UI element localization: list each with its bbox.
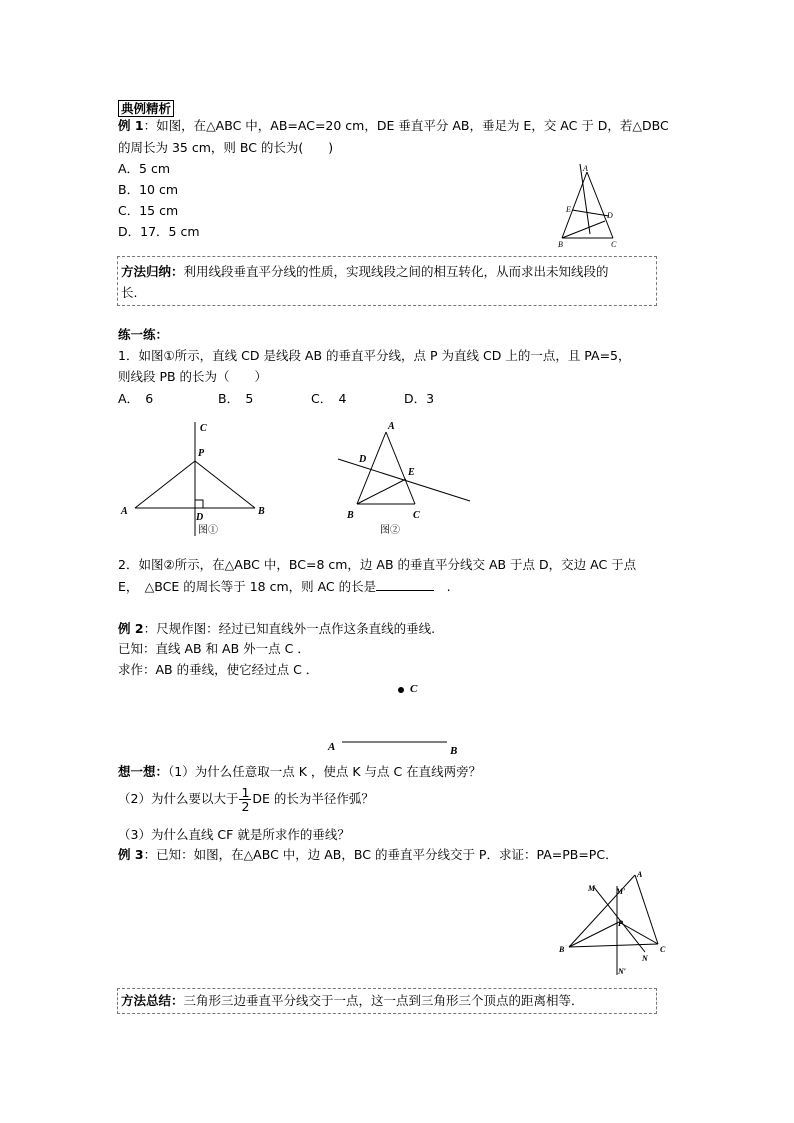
fig1-label-c: C — [611, 240, 617, 249]
think-q1-line — [118, 763, 481, 781]
fig-b-label-b: B — [347, 510, 354, 521]
method1-line2: 长. — [121, 285, 138, 300]
example1-line2: 的周长为 35 cm，则 BC 的长为( ) — [118, 140, 334, 155]
fig-d-label-b: B — [559, 945, 565, 954]
think-q1: （1）为什么任意取一点 K ，使点 K 与点 C 在直线两旁？ — [168, 764, 482, 779]
fig-b-label-c: C — [413, 510, 420, 521]
fig-a-label-p: P — [198, 448, 205, 459]
think-q2-pre: （2）为什么要以大于 — [118, 791, 239, 806]
section-heading: 典例精析 — [118, 98, 174, 117]
option-a: A．5 cm — [118, 161, 171, 176]
example2-text: ：尺规作图：经过已知直线外一点作这条直线的垂线. — [143, 621, 436, 636]
fig-b-caption: 图② — [380, 525, 400, 536]
fraction-numerator: 1 — [241, 785, 250, 800]
fig-d-label-n: N — [642, 954, 648, 963]
method1-line1 — [121, 263, 609, 281]
think-q2-post: DE 的长为半径作弧？ — [252, 791, 374, 806]
fig-c-label-a: A — [328, 741, 336, 753]
fig-a-label-d: D — [196, 512, 204, 523]
practice-q2-end: . — [434, 579, 451, 594]
example2-line — [118, 620, 435, 638]
example2-given: 已知：直线 AB 和 AB 外一点 C ． — [118, 641, 310, 656]
fig-b-label-d: D — [359, 454, 367, 465]
think-q3: （3）为什么直线 CF 就是所求作的垂线？ — [118, 827, 350, 842]
practice-q1-line2: 则线段 PB 的长为（ ） — [118, 369, 268, 384]
answer-blank[interactable] — [376, 578, 434, 591]
example3-line — [118, 846, 618, 864]
method2-line — [121, 992, 584, 1010]
example1-figure — [550, 160, 630, 250]
practice-title: 练一练： — [118, 327, 169, 342]
example1-text: ：如图，在△ABC 中，AB=AC=20 cm，DE 垂直平分 AB，垂足为 E，交 AC 于 D，若△DBC — [143, 118, 669, 133]
option-d: D．17．5 cm — [118, 224, 200, 239]
method1-label: 方法归纳： — [121, 264, 184, 279]
method2-label: 方法总结： — [121, 993, 184, 1008]
fig-d-label-a: A — [637, 870, 643, 879]
fig-d-label-c: C — [660, 945, 666, 954]
practice-q1-option-c: C． 4 — [311, 391, 347, 406]
example3-text: ：已知：如图，在△ABC 中，边 AB，BC 的垂直平分线交于 P．求证：PA=PB=PC． — [143, 847, 618, 862]
fig-d-label-n-prime: N′ — [618, 967, 627, 976]
practice-q1-option-d: D．3 — [404, 391, 435, 406]
fig1-label-e: E — [566, 205, 571, 214]
fig-d-label-p: P — [618, 919, 623, 928]
practice-figure-2 — [330, 418, 475, 538]
fig-b-label-a: A — [388, 421, 395, 432]
fraction-one-half — [239, 786, 251, 813]
option-b: B．10 cm — [118, 182, 179, 197]
fig-c-label-c: C — [410, 683, 418, 695]
fig-a-label-b: B — [258, 506, 265, 517]
fig-d-label-m-prime: M′ — [616, 887, 626, 896]
fig-a-label-a: A — [121, 506, 128, 517]
fig1-label-d: D — [607, 211, 613, 220]
fig1-label-a: A — [583, 164, 588, 173]
practice-q1-line1: 1．如图①所示，直线 CD 是线段 AB 的垂直平分线，点 P 为直线 CD 上的一点，且 PA=5， — [118, 348, 631, 363]
example2-label: 例 2 — [118, 621, 144, 636]
example1-label: 例 1 — [118, 118, 144, 133]
example2-find: 求作：AB 的垂线，使它经过点 C ． — [118, 662, 319, 677]
example1-line1 — [118, 117, 669, 135]
practice-q2-line2 — [118, 578, 451, 596]
fig-d-label-m: M — [588, 884, 596, 893]
practice-q1-option-b: B． 5 — [218, 391, 254, 406]
fraction-denominator: 2 — [241, 799, 250, 814]
practice-q1-option-a: A． 6 — [118, 391, 154, 406]
think-label: 想一想： — [118, 764, 169, 779]
practice-figure-1 — [118, 418, 278, 538]
example3-figure — [555, 866, 670, 981]
practice-q2-line1: 2．如图②所示，在△ABC 中，BC=8 cm，边 AB 的垂直平分线交 AB 于点 D，交边 AC 于点 — [118, 557, 637, 572]
method2-text: 三角形三边垂直平分线交于一点，这一点到三角形三个顶点的距离相等． — [183, 993, 584, 1008]
example2-figure — [320, 676, 470, 760]
option-c: C．15 cm — [118, 203, 179, 218]
practice-q2-text: E， △BCE 的周长等于 18 cm，则 AC 的长是 — [118, 579, 377, 594]
fig-a-label-c: C — [200, 423, 207, 434]
fig1-label-b: B — [558, 240, 563, 249]
method1-text: 利用线段垂直平分线的性质，实现线段之间的相互转化，从而求出未知线段的 — [183, 264, 609, 279]
fig-b-label-e: E — [408, 467, 415, 478]
example3-label: 例 3 — [118, 847, 144, 862]
fig-c-label-b: B — [450, 745, 458, 757]
fig-a-caption: 图① — [198, 525, 218, 536]
think-q2-line — [118, 786, 374, 813]
